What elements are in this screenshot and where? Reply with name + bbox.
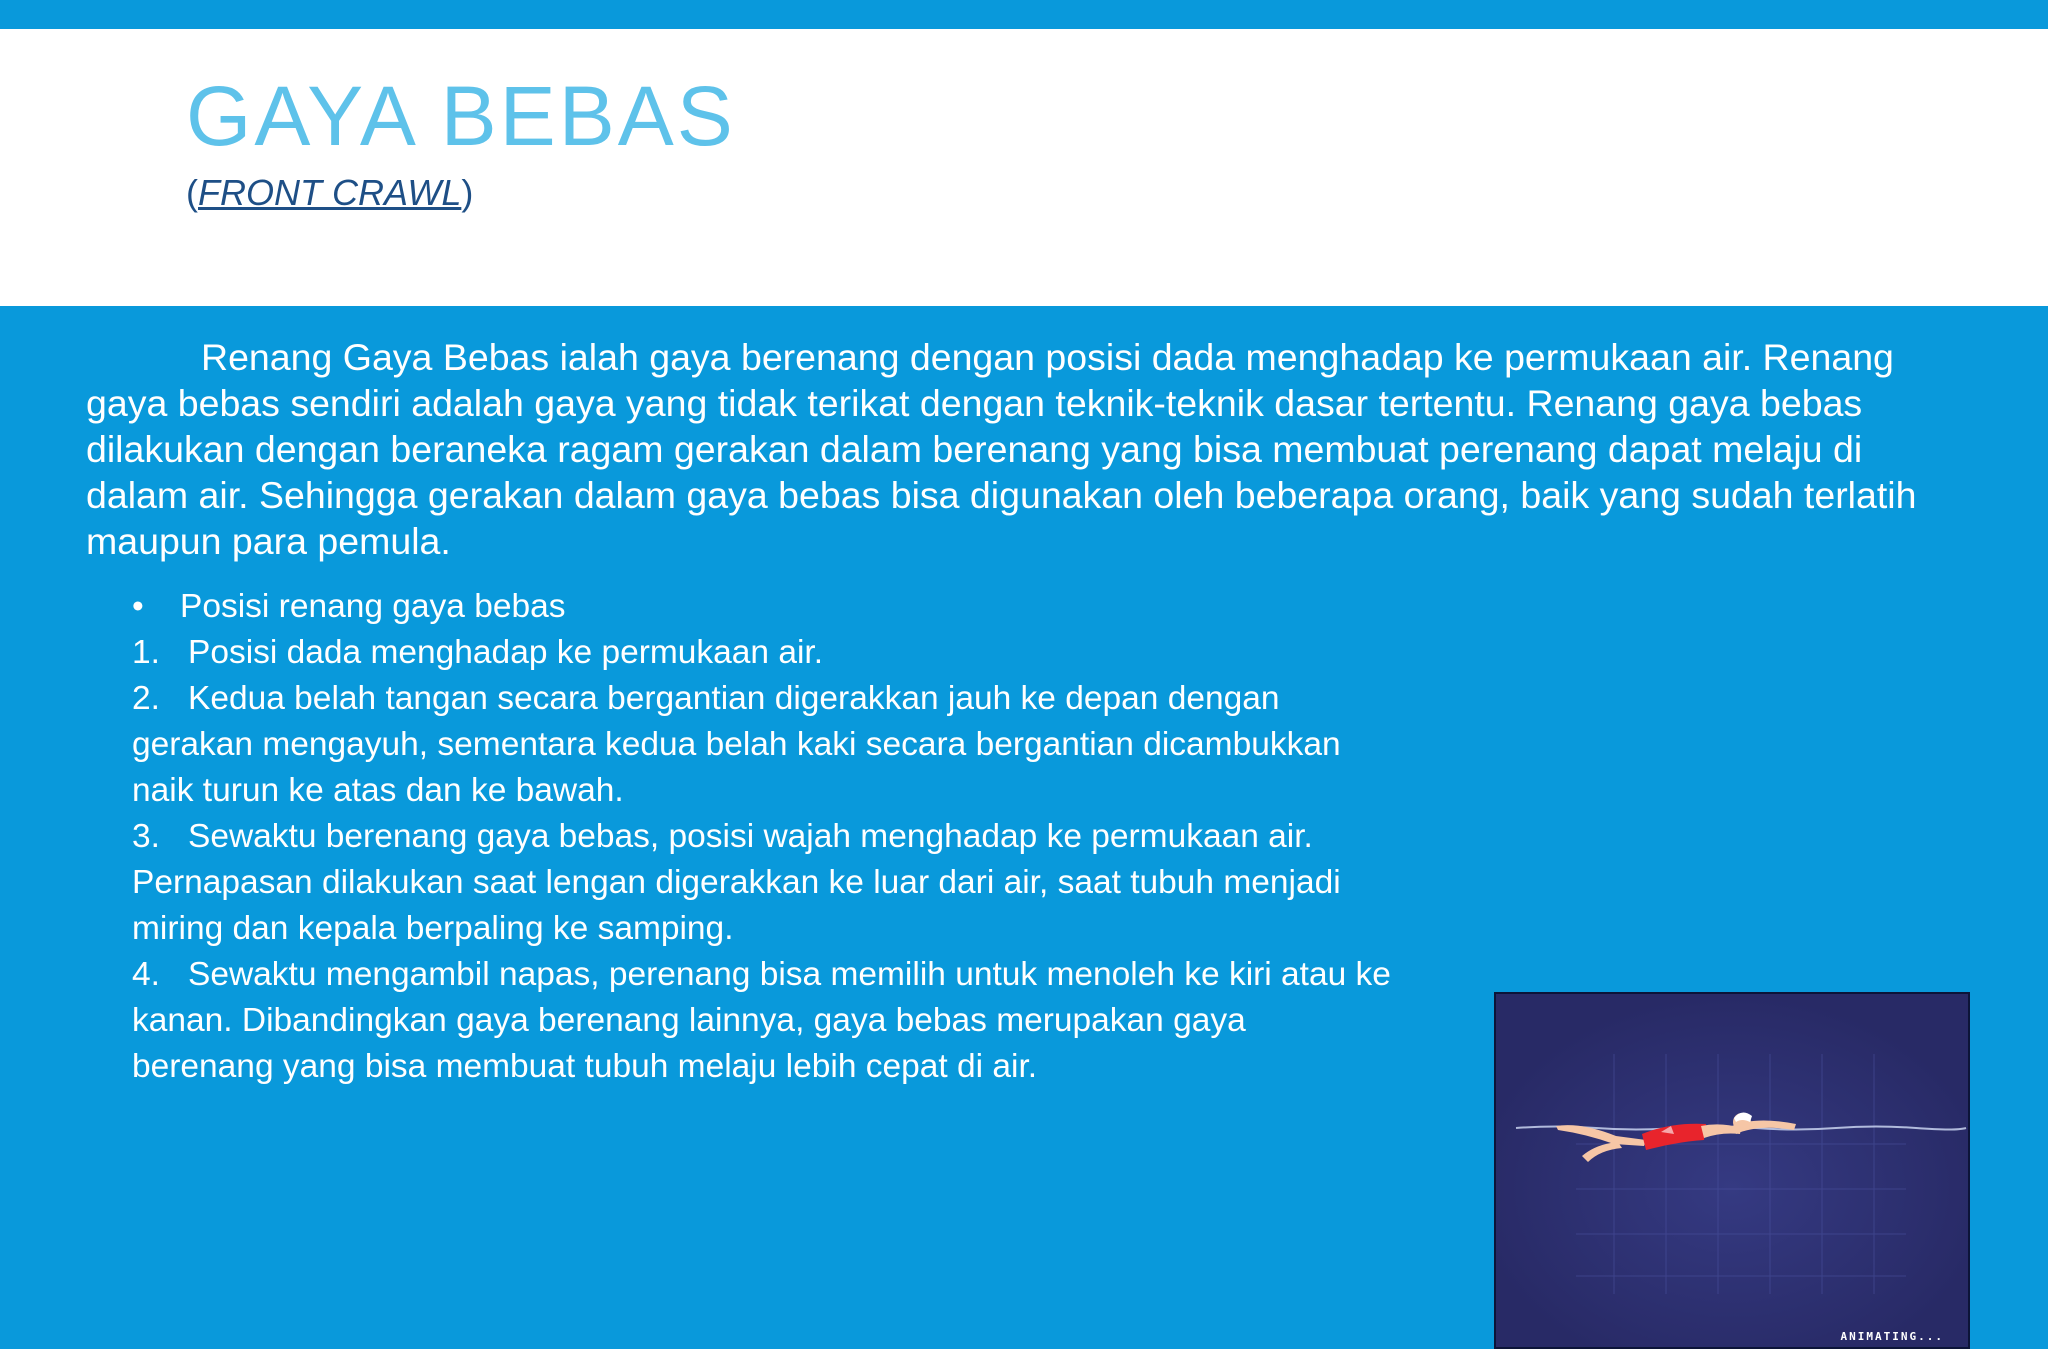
front-crawl-link[interactable]: FRONT CRAWL bbox=[198, 172, 462, 213]
list-item-text: Kedua belah tangan secara bergantian digerakkan jauh ke depan dengan gerakan mengayuh, sementara kedua belah kaki secara bergantian dicambukkan naik turun ke atas dan ke bawah. bbox=[132, 680, 1341, 809]
list-item bbox=[132, 676, 1392, 814]
intro-paragraph: Renang Gaya Bebas ialah gaya berenang dengan posisi dada menghadap ke permukaan air. Renang gaya bebas sendiri adalah gaya yang tidak terikat dengan teknik-teknik dasar tertentu. Renang gaya bebas dilakukan dengan beraneka ragam gerakan dalam berenang yang bisa membuat perenang dapat melaju di dalam air. Sehingga gerakan dalam gaya bebas bisa digunakan oleh beberapa orang, baik yang sudah terlatih maupun para pemula. bbox=[86, 336, 1917, 562]
list-item-text: Sewaktu berenang gaya bebas, posisi wajah menghadap ke permukaan air. Pernapasan dilakukan saat lengan digerakkan ke luar dari air, saat tubuh menjadi miring dan kepala berpaling ke samping. bbox=[132, 818, 1341, 947]
list-heading bbox=[132, 584, 1392, 630]
subtitle-open-paren: ( bbox=[186, 172, 198, 213]
swimmer-animation-figure bbox=[1494, 992, 1970, 1349]
list-item-number: 1. bbox=[132, 634, 160, 671]
subtitle-close-paren: ) bbox=[461, 172, 474, 213]
list-item-text: Sewaktu mengambil napas, perenang bisa memilih untuk menoleh ke kiri atau ke kanan. Dibandingkan gaya berenang lainnya, gaya bebas merupakan gaya berenang yang bisa membuat tubuh melaju lebih cepat di air. bbox=[132, 956, 1391, 1085]
list-heading-text: Posisi renang gaya bebas bbox=[180, 588, 566, 625]
content-area bbox=[0, 306, 2048, 1343]
top-accent-band bbox=[0, 0, 2048, 29]
swim-position-list bbox=[132, 584, 1392, 1090]
bullet-icon: • bbox=[132, 588, 144, 625]
list-item bbox=[132, 630, 1392, 676]
list-item bbox=[132, 952, 1392, 1090]
slide-subtitle bbox=[186, 172, 473, 214]
animating-label: ANIMATING... bbox=[1840, 1330, 1944, 1343]
list-item-number: 4. bbox=[132, 956, 160, 993]
list-item bbox=[132, 814, 1392, 952]
list-item-text: Posisi dada menghadap ke permukaan air. bbox=[188, 634, 824, 671]
list-item-number: 3. bbox=[132, 818, 160, 855]
slide-title: GAYA BEBAS bbox=[186, 69, 736, 163]
list-item-number: 2. bbox=[132, 680, 160, 717]
swimmer-animation-icon bbox=[1496, 994, 1968, 1347]
